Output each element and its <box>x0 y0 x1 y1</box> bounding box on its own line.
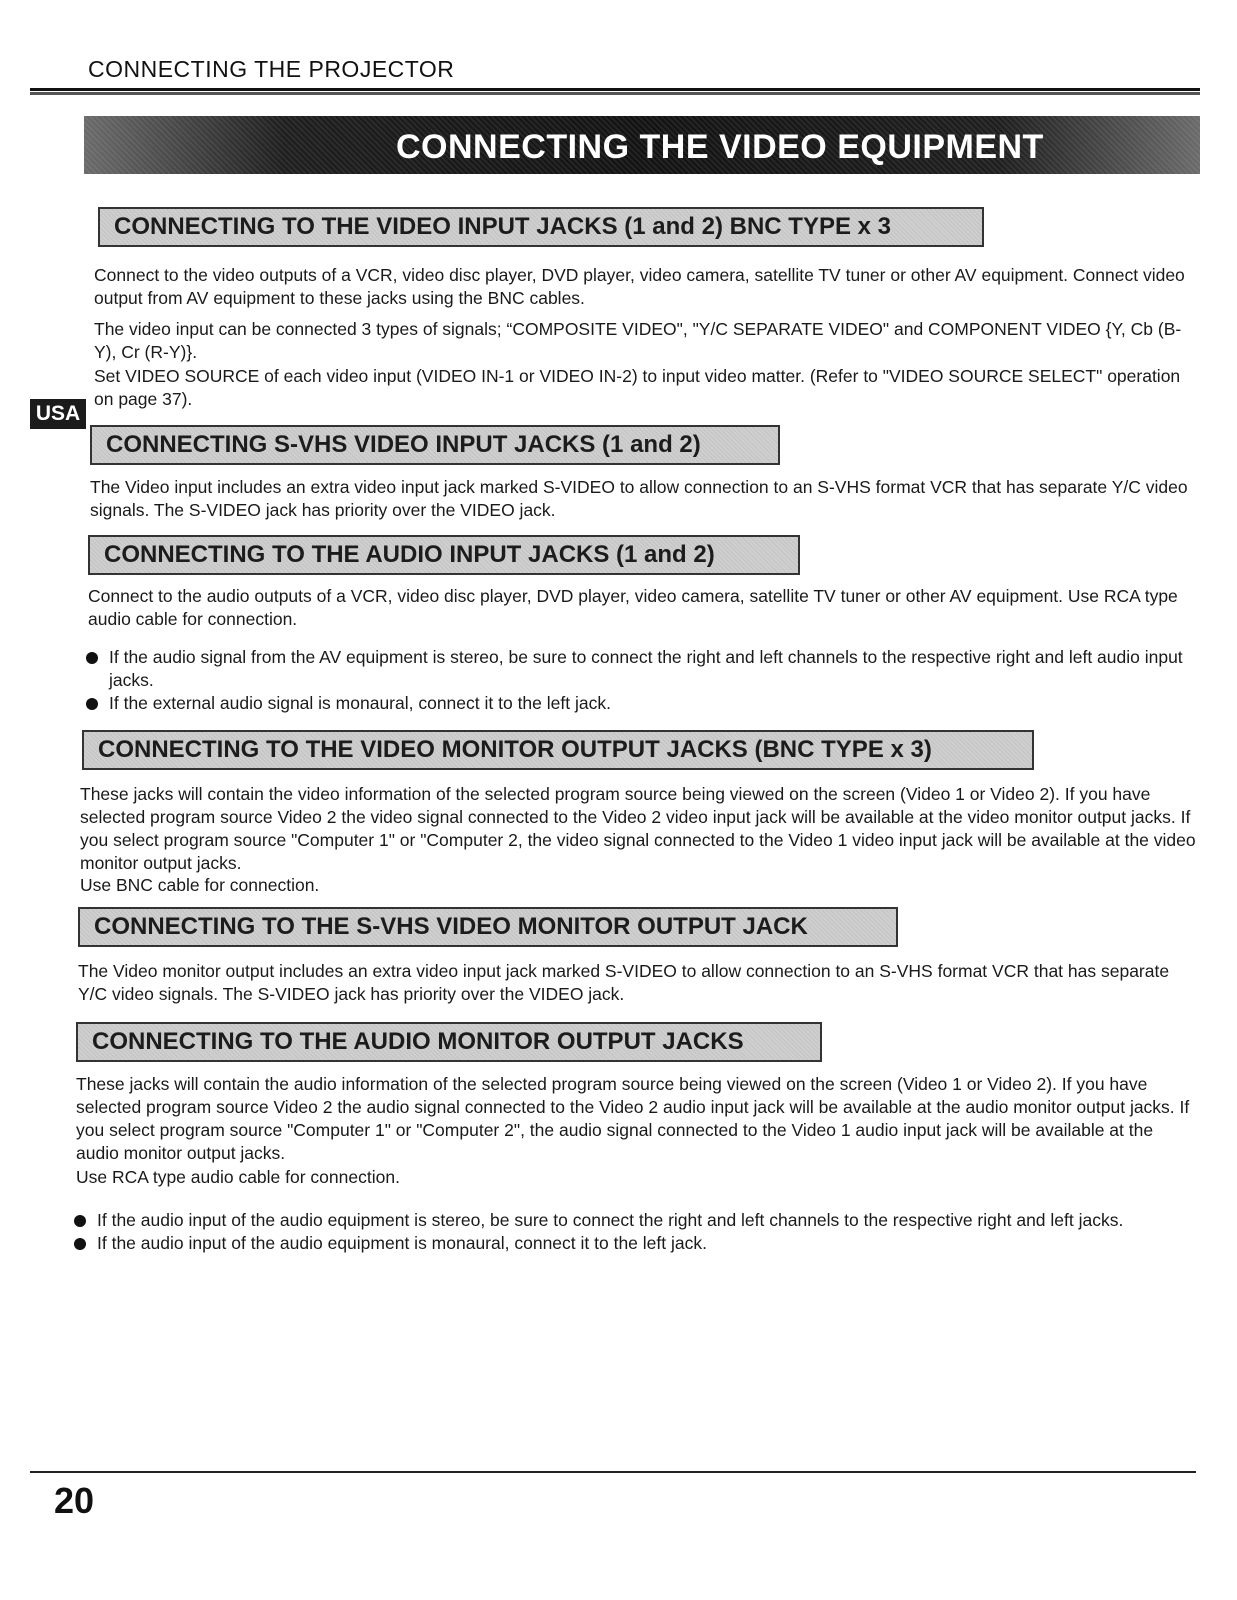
main-title: CONNECTING THE VIDEO EQUIPMENT <box>396 128 1044 166</box>
list-item <box>86 692 1196 715</box>
region-badge: USA <box>30 399 86 429</box>
section-paragraph: Connect to the audio outputs of a VCR, video disc player, DVD player, video camera, satellite TV tuner or other AV equipment. Use RCA type audio cable for connection. <box>88 586 1178 629</box>
section-paragraph: Use BNC cable for connection. <box>80 875 320 895</box>
page-number: 20 <box>54 1480 95 1521</box>
section-paragraph: These jacks will contain the video information of the selected program source being viewed on the screen (Video 1 or Video 2). If you have selected program source Video 2 the video signal connected to the Video 2 video input jack will be available at the video monitor output jacks. If you select program source "Computer 1" or "Computer 2, the video signal connected to the Video 1 video input jack will be available at the video monitor output jacks. <box>80 784 1196 873</box>
bullet-icon <box>86 698 98 710</box>
header-section-title: CONNECTING THE PROJECTOR <box>88 56 455 82</box>
list-item-text: If the audio input of the audio equipment is monaural, connect it to the left jack. <box>97 1233 707 1253</box>
section-paragraph: The Video monitor output includes an extra video input jack marked S-VIDEO to allow connection to an S-VHS format VCR that has separate Y/C video signals. The S-VIDEO jack has priority over the VIDEO jack. <box>78 961 1170 1004</box>
section-heading: CONNECTING TO THE VIDEO MONITOR OUTPUT JACKS (BNC TYPE x 3) <box>82 730 1034 770</box>
section-paragraph: These jacks will contain the audio information of the selected program source being viewed on the screen (Video 1 or Video 2). If you have selected program source Video 2 the audio signal connected to the Video 2 audio input jack will be available at the audio monitor output jacks. If you select program source "Computer 1" or "Computer 2", the audio signal connected to the Video 1 audio input jack will be available at the audio monitor output jacks. <box>76 1074 1190 1163</box>
list-item <box>86 646 1196 692</box>
section-heading: CONNECTING TO THE S-VHS VIDEO MONITOR OUTPUT JACK <box>78 907 898 947</box>
section-heading: CONNECTING TO THE AUDIO MONITOR OUTPUT JACKS <box>76 1022 822 1062</box>
list-item-text: If the external audio signal is monaural, connect it to the left jack. <box>109 693 611 713</box>
footer-rule <box>30 1471 1196 1473</box>
section-heading: CONNECTING S-VHS VIDEO INPUT JACKS (1 and 2) <box>90 425 780 465</box>
list-item <box>74 1209 1196 1232</box>
section-heading: CONNECTING TO THE AUDIO INPUT JACKS (1 and 2) <box>88 535 800 575</box>
section-paragraph: Connect to the video outputs of a VCR, video disc player, DVD player, video camera, satellite TV tuner or other AV equipment. Connect video output from AV equipment to these jacks using the BNC cables. <box>94 265 1185 308</box>
main-title-banner <box>84 116 1200 174</box>
list-item <box>74 1232 1196 1255</box>
section-paragraph: Set VIDEO SOURCE of each video input (VIDEO IN-1 or VIDEO IN-2) to input video matter. (Refer to "VIDEO SOURCE SELECT" operation on page 37). <box>94 366 1181 409</box>
bullet-list <box>86 646 1196 715</box>
bullet-icon <box>74 1215 86 1227</box>
header-rule <box>30 88 1200 95</box>
section-paragraph: Use RCA type audio cable for connection. <box>76 1167 400 1187</box>
section-paragraph: The video input can be connected 3 types of signals; “COMPOSITE VIDEO", "Y/C SEPARATE VIDEO" and COMPONENT VIDEO {Y, Cb (B-Y), Cr (R-Y)}. <box>94 319 1182 362</box>
bullet-icon <box>86 652 98 664</box>
list-item-text: If the audio signal from the AV equipment is stereo, be sure to connect the right and left channels to the respective right and left audio input jacks. <box>109 647 1183 690</box>
bullet-icon <box>74 1238 86 1250</box>
section-paragraph: The Video input includes an extra video input jack marked S-VIDEO to allow connection to an S-VHS format VCR that has separate Y/C video signals. The S-VIDEO jack has priority over the VIDEO jack. <box>90 477 1188 520</box>
bullet-list <box>74 1209 1196 1255</box>
list-item-text: If the audio input of the audio equipment is stereo, be sure to connect the right and left channels to the respective right and left jacks. <box>97 1210 1124 1230</box>
section-heading: CONNECTING TO THE VIDEO INPUT JACKS (1 and 2) BNC TYPE x 3 <box>98 207 984 247</box>
